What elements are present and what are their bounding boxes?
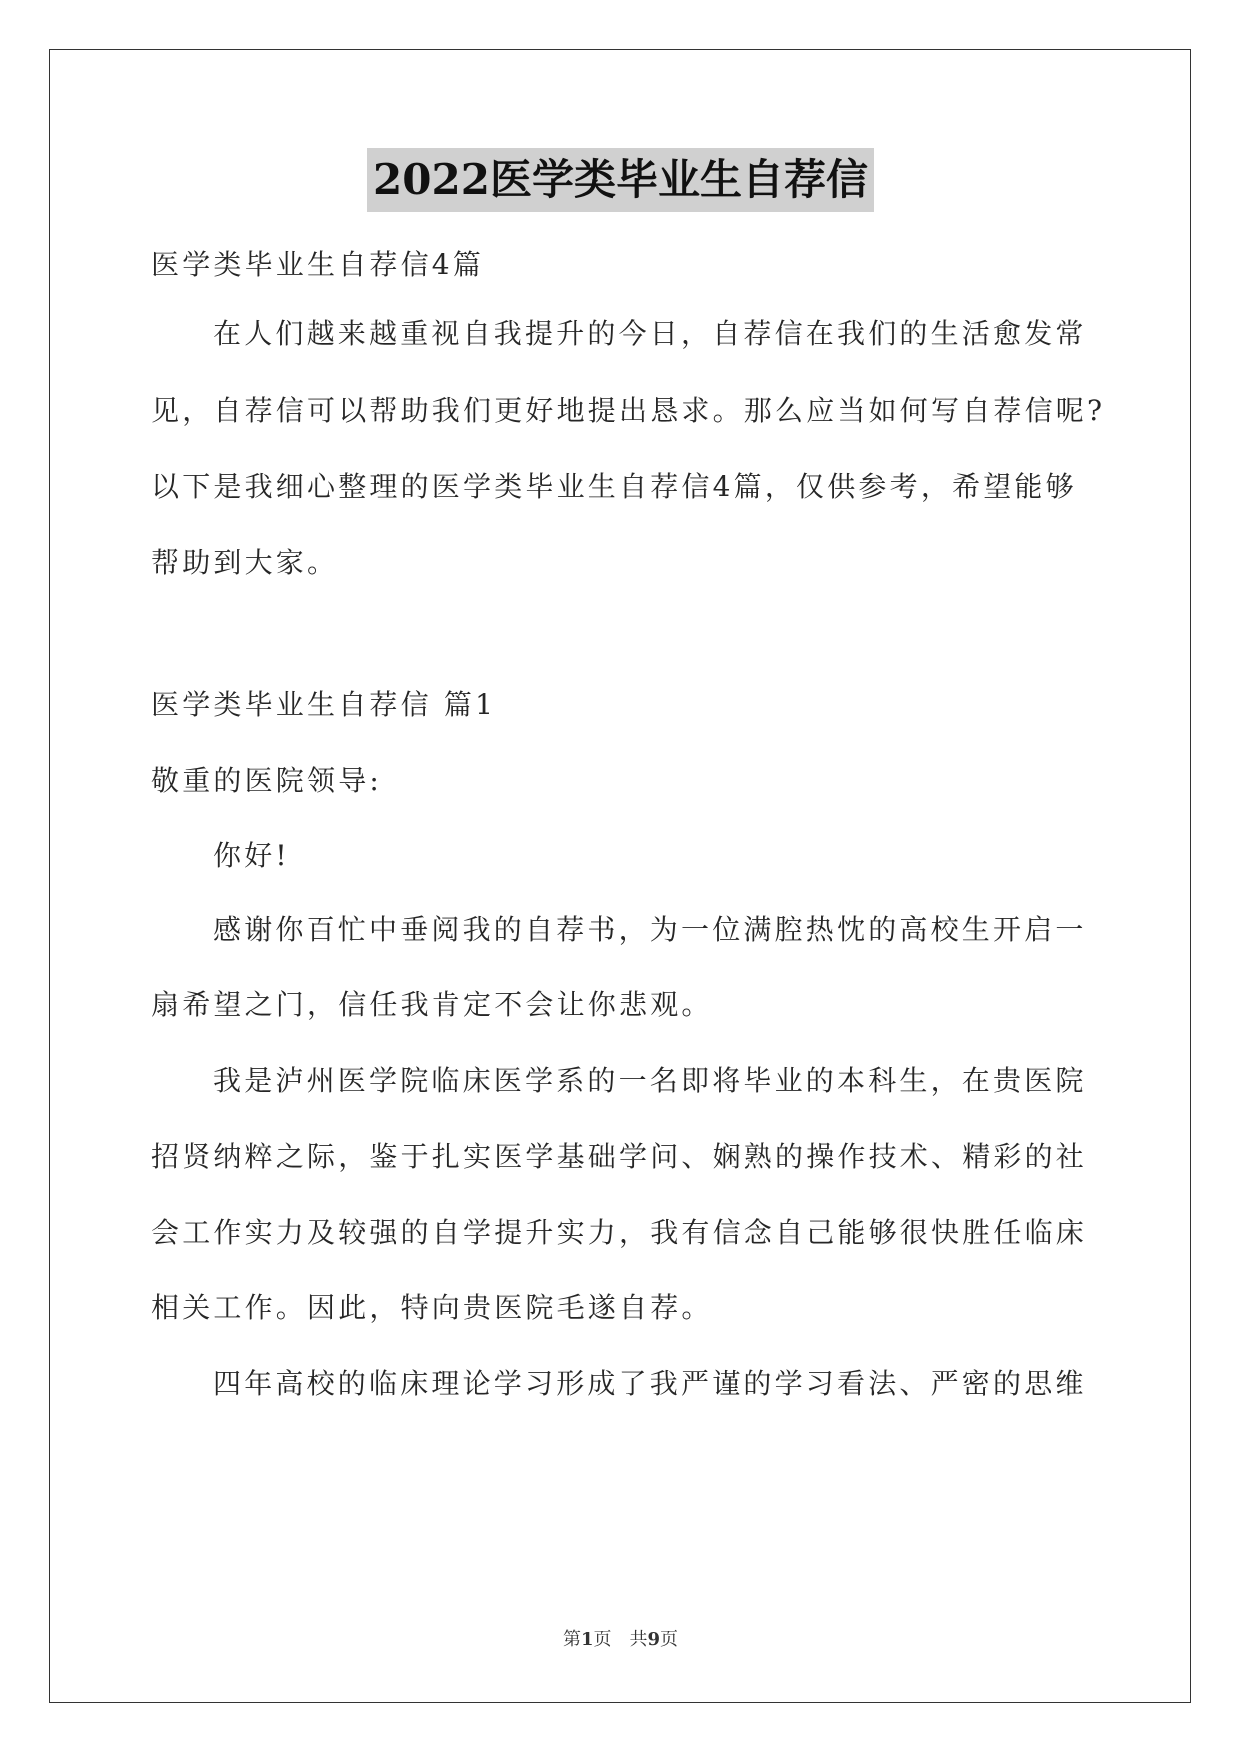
paragraph-line: 感谢你百忙中垂阅我的自荐书，为一位满腔热忱的高校生开启一 — [213, 913, 1087, 946]
intro-line: 在人们越来越重视自我提升的今日，自荐信在我们的生活愈发常 — [213, 317, 1087, 350]
paragraph-line: 我是泸州医学院临床医学系的一名即将毕业的本科生，在贵医院 — [213, 1064, 1087, 1097]
paragraph-line: 四年高校的临床理论学习形成了我严谨的学习看法、严密的思维 — [213, 1367, 1087, 1400]
paragraph-line: 招贤纳粹之际，鉴于扎实医学基础学问、娴熟的操作技术、精彩的社 — [151, 1140, 1088, 1173]
intro-line: 帮助到大家。 — [151, 546, 339, 579]
paragraph-line: 相关工作。因此，特向贵医院毛遂自荐。 — [151, 1291, 713, 1324]
footer-page-suffix: 页 — [660, 1629, 679, 1650]
footer-page-total: 9 — [647, 1629, 661, 1650]
title-container — [0, 148, 1241, 212]
footer-page-mid: 页 共 — [593, 1629, 648, 1650]
page-frame — [49, 49, 1191, 1703]
intro-line: 以下是我细心整理的医学类毕业生自荐信4篇，仅供参考，希望能够 — [151, 470, 1077, 503]
subtitle: 医学类毕业生自荐信4篇 — [151, 248, 485, 281]
greeting: 你好! — [213, 839, 290, 872]
document-title: 2022医学类毕业生自荐信 — [367, 148, 874, 212]
page-footer — [0, 1628, 1241, 1652]
footer-page-prefix: 第 — [562, 1629, 581, 1650]
footer-page-current: 1 — [580, 1629, 594, 1650]
intro-line: 见，自荐信可以帮助我们更好地提出恳求。那么应当如何写自荐信呢? — [151, 394, 1106, 427]
paragraph-line: 扇希望之门，信任我肯定不会让你悲观。 — [151, 988, 713, 1021]
section-heading: 医学类毕业生自荐信 篇1 — [151, 688, 497, 721]
salutation: 敬重的医院领导: — [151, 764, 383, 797]
paragraph-line: 会工作实力及较强的自学提升实力，我有信念自己能够很快胜任临床 — [151, 1216, 1088, 1249]
